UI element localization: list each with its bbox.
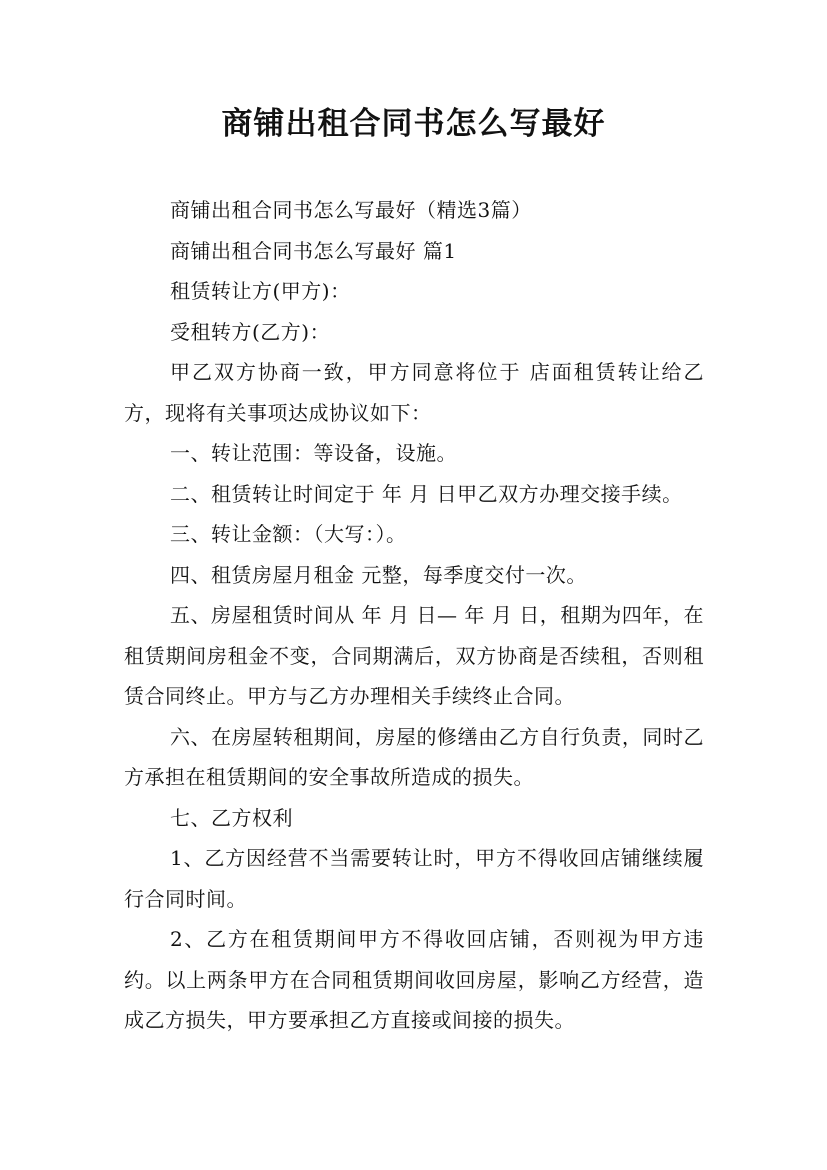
document-body (124, 190, 704, 1041)
paragraph: 六、在房屋转租期间，房屋的修缮由乙方自行负责，同时乙方承担在租赁期间的安全事故所造成的损失。 (124, 724, 704, 789)
paragraph: 1、乙方因经营不当需要转让时，甲方不得收回店铺继续履行合同时间。 (124, 846, 704, 911)
paragraph: 商铺出租合同书怎么写最好 篇1 (170, 238, 457, 263)
paragraph: 商铺出租合同书怎么写最好（精选3篇） (170, 198, 532, 222)
paragraph: 三、转让金额：（大写：）。 (170, 522, 407, 546)
paragraph: 甲乙双方协商一致，甲方同意将位于 店面租赁转让给乙方，现将有关事项达成协议如下： (124, 360, 704, 425)
paragraph: 一、转让范围：等设备，设施。 (170, 441, 457, 465)
paragraph: 2、乙方在租赁期间甲方不得收回店铺，否则视为甲方违约。以上两条甲方在合同租赁期间收回房屋，影响乙方经营，造成乙方损失，甲方要承担乙方直接或间接的损失。 (124, 927, 704, 1032)
paragraph: 五、房屋租赁时间从 年 月 日— 年 月 日，租期为四年，在租赁期间房租金不变，合同期满后，双方协商是否续租，否则租赁合同终止。甲方与乙方办理相关手续终止合同。 (124, 603, 704, 708)
paragraph: 租赁转让方(甲方)： (170, 279, 351, 303)
paragraph: 四、租赁房屋月租金 元整，每季度交付一次。 (170, 562, 587, 587)
paragraph: 受租转方(乙方)： (170, 319, 331, 344)
paragraph: 七、乙方权利 (170, 805, 293, 830)
document-title: 商铺出租合同书怎么写最好 (221, 106, 606, 142)
paragraph: 二、租赁转让时间定于 年 月 日甲乙双方办理交接手续。 (170, 481, 683, 506)
